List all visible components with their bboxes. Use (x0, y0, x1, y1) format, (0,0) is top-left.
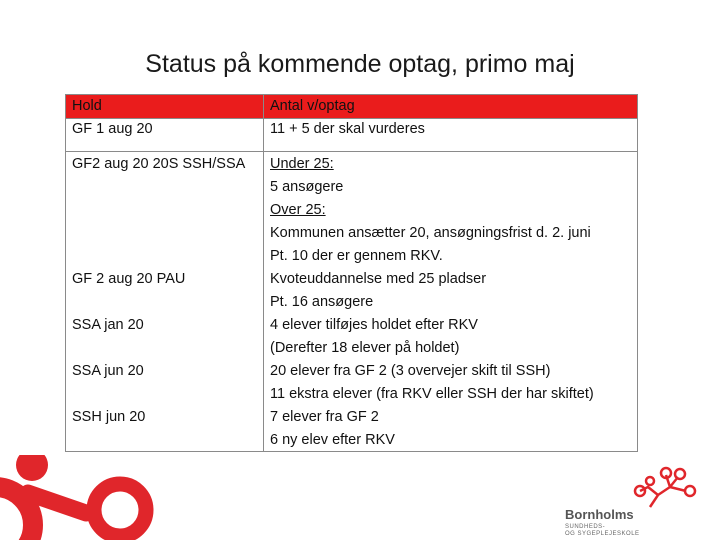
row-label: GF2 aug 20 20S SSH/SSA (72, 156, 246, 172)
brand-subtitle: SUNDHEDS- OG SYGEPLEJESKOLE (565, 524, 640, 537)
row-label: SSH jun 20 (72, 409, 146, 425)
row-value-block (270, 268, 486, 314)
row-value-line: Kommunen ansætter 20, ansøgningsfrist d. 2. juni (270, 225, 591, 241)
tree-logo-icon (630, 465, 700, 510)
row-divider (66, 151, 637, 152)
row-value-line: (Derefter 18 elever på holdet) (270, 340, 460, 356)
row-value-block (270, 314, 478, 360)
row-label: SSA jun 20 (72, 363, 144, 379)
row-value-line: Pt. 10 der er gennem RKV. (270, 248, 443, 264)
row-value-block (270, 406, 395, 452)
brand-name: Bornholms (565, 507, 634, 522)
row-value-line: 4 elever tilføjes holdet efter RKV (270, 317, 478, 333)
row-label: GF 2 aug 20 PAU (72, 271, 186, 287)
over-25-label: Over 25: (270, 202, 326, 218)
row-value-line: 20 elever fra GF 2 (3 overvejer skift til SSH) (270, 363, 551, 379)
row-value: 11 + 5 der skal vurderes (270, 121, 425, 137)
row-value-line: Pt. 16 ansøgere (270, 294, 374, 310)
row-value-line: Kvoteuddannelse med 25 pladser (270, 271, 487, 287)
row-value-line: 7 elever fra GF 2 (270, 409, 379, 425)
row-value-block (270, 360, 594, 406)
header-hold: Hold (72, 98, 102, 114)
row-value-line: 5 ansøgere (270, 179, 344, 195)
row-value-block (270, 153, 591, 268)
row-value-line: 11 ekstra elever (fra RKV eller SSH der har skiftet) (270, 386, 594, 402)
school-logo (560, 465, 720, 540)
column-divider (263, 95, 264, 451)
row-label: SSA jan 20 (72, 317, 144, 333)
brand-graphic-icon (0, 455, 160, 540)
page-title: Status på kommende optag, primo maj (145, 50, 575, 78)
header-antal: Antal v/optag (270, 98, 355, 114)
status-table (65, 94, 638, 452)
row-label: GF 1 aug 20 (72, 121, 153, 137)
row-value-line: 6 ny elev efter RKV (270, 432, 395, 448)
under-25-label: Under 25: (270, 156, 334, 172)
